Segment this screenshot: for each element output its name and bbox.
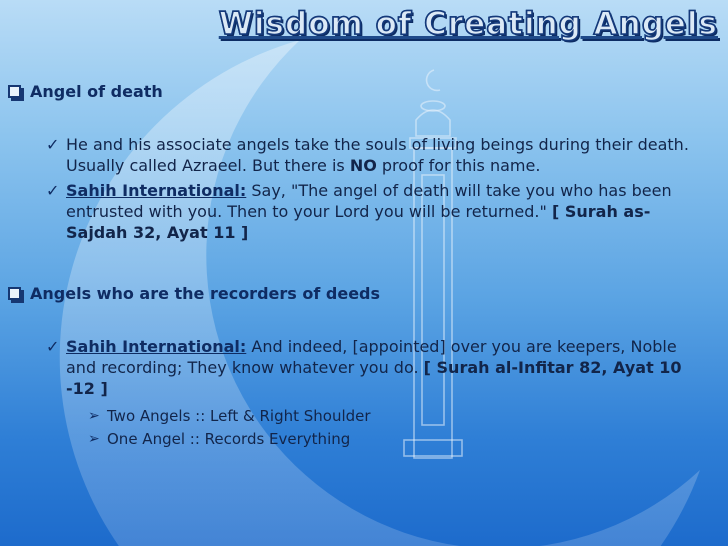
- arrowhead-icon: ➢: [88, 431, 100, 447]
- subitem-two-angels: [88, 407, 371, 426]
- translation-source: Sahih International:: [66, 181, 247, 200]
- bullet-emphasis: NO: [349, 156, 377, 175]
- subitem-label: Two Angels :: Left & Right Shoulder: [107, 407, 371, 425]
- verse-text: Say, "The angel of death will take you who has been entrusted with you. Then to your Lord you will be returned.": [66, 181, 672, 221]
- verse-reference: [ Surah al-Infitar 82, Ayat 10 -12 ]: [66, 358, 682, 398]
- bullet-text-b: proof for this name.: [376, 156, 541, 175]
- square-bullet-icon: [8, 85, 21, 98]
- section-heading-label: Angel of death: [30, 82, 163, 101]
- bullet-text-a: He and his associate angels take the souls of living beings during their death. Usually called Azraeel. But there is: [66, 135, 689, 175]
- verse-text: And indeed, [appointed] over you are keepers, Noble and recording; They know whatever you do.: [66, 337, 677, 377]
- section-heading-recorders: [8, 284, 380, 303]
- square-bullet-icon: [8, 287, 21, 300]
- checkmark-icon: ✓: [46, 337, 60, 356]
- bullet-azraeel: [46, 134, 706, 176]
- bullet-quran-32-11: [46, 180, 706, 243]
- bullet-quran-82-10: [46, 336, 706, 399]
- subitem-label: One Angel :: Records Everything: [107, 430, 351, 448]
- section-heading-angel-of-death: [8, 82, 163, 101]
- section-heading-label: Angels who are the recorders of deeds: [30, 284, 381, 303]
- verse-reference: [ Surah as-Sajdah 32, Ayat 11 ]: [66, 202, 651, 242]
- subitem-one-angel: [88, 430, 351, 449]
- arrowhead-icon: ➢: [88, 408, 100, 424]
- checkmark-icon: ✓: [46, 181, 60, 200]
- translation-source: Sahih International:: [66, 337, 247, 356]
- checkmark-icon: ✓: [46, 135, 60, 154]
- page-title: Wisdom of Creating Angels: [218, 6, 718, 42]
